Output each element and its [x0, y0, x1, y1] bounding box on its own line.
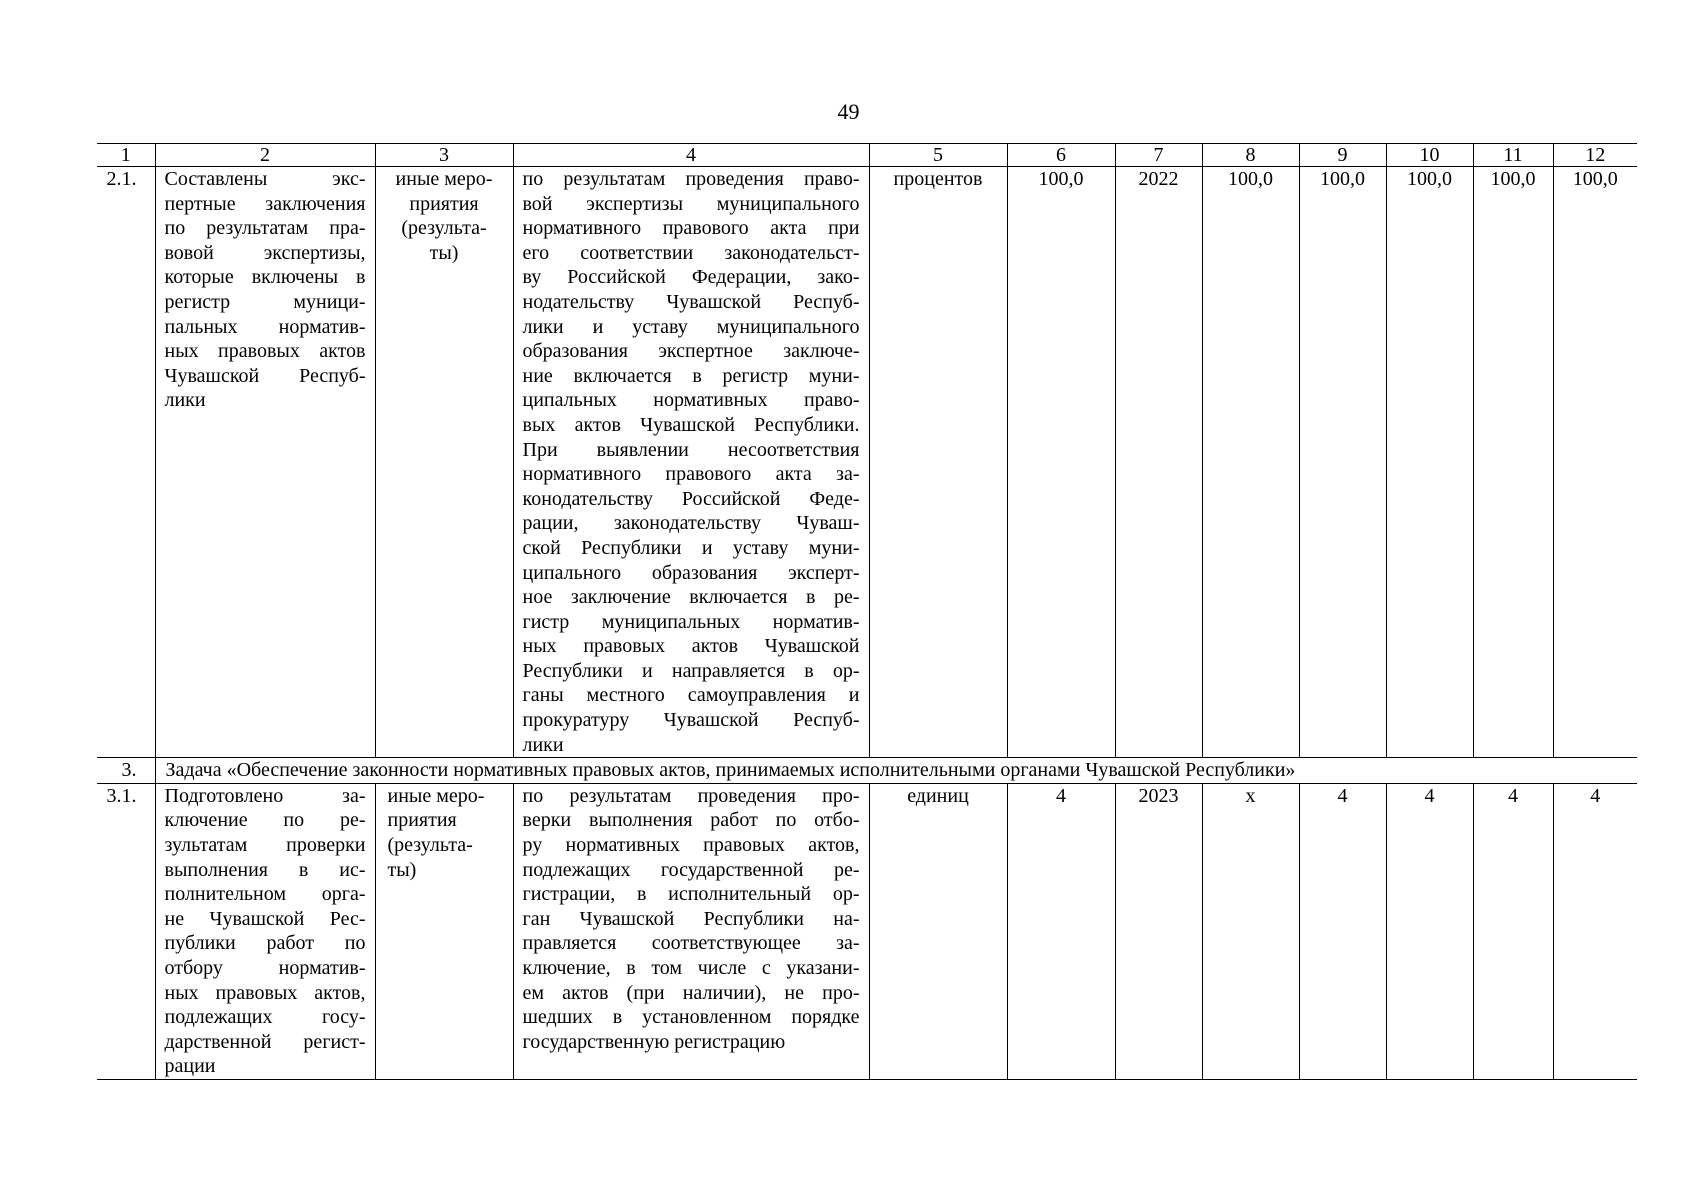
- base-year: 2022: [1115, 167, 1202, 758]
- text-line: по результатам проведения право-: [522, 168, 860, 190]
- text-line: При выявлении несоответствия: [522, 438, 860, 461]
- text-line: ципального образования эксперт-: [522, 561, 860, 584]
- text-line: рации, законодательству Чуваш-: [522, 512, 860, 535]
- text-line: прокуратуру Чувашской Респуб-: [522, 709, 860, 732]
- text-line: вовой экспертизы,: [164, 241, 366, 264]
- text-line: образования экспертное заключе-: [522, 340, 860, 363]
- text-line: шедших в установленном порядке: [522, 1006, 860, 1029]
- text-line: ципальных нормативных право-: [522, 389, 860, 412]
- text-line: отбору норматив-: [164, 957, 366, 979]
- text-line: приятия: [409, 192, 479, 215]
- value-cell: 100,0: [1386, 167, 1473, 758]
- text-line: по результатам пра-: [164, 217, 366, 240]
- text-line: пальных норматив-: [164, 315, 366, 338]
- text-line: ты): [387, 858, 417, 881]
- base-value: 100,0: [1007, 167, 1115, 758]
- text-line: Чувашской Респуб-: [164, 364, 366, 387]
- text-line: Подготовлено за-: [164, 784, 366, 807]
- text-line: ты): [429, 241, 459, 264]
- text-line: вой экспертизы муниципального: [522, 192, 860, 215]
- text-line: конодательству Российской Феде-: [522, 487, 860, 510]
- text-line: которые включены в: [164, 266, 366, 289]
- column-header: 11: [1473, 144, 1553, 167]
- text-line: регистр муници-: [164, 290, 366, 313]
- text-line: Республики и направляется в ор-: [522, 659, 860, 682]
- text-line: не Чувашской Рес-: [164, 907, 366, 930]
- text-line: вых актов Чувашской Республики.: [522, 413, 860, 436]
- text-line: полнительном орга-: [164, 883, 366, 906]
- text-line: государственную регистрацию: [522, 1030, 786, 1053]
- text-line: дарственной регист-: [164, 1030, 366, 1053]
- column-header: 5: [869, 144, 1007, 167]
- text-line: подлежащих государственной ре-: [522, 858, 860, 881]
- column-header: 8: [1202, 144, 1299, 167]
- text-line: (результа-: [401, 217, 487, 240]
- text-line: публики работ по: [164, 932, 366, 955]
- value-cell: 100,0: [1473, 167, 1553, 758]
- value-cell: 4: [1299, 783, 1386, 1079]
- text-line: иные меро-: [395, 168, 493, 190]
- column-header: 7: [1115, 144, 1202, 167]
- text-line: нормативного правового акта за-: [522, 463, 860, 486]
- text-line: рации: [164, 1055, 216, 1078]
- table-row: [97, 783, 1637, 1079]
- text-line: по результатам проведения про-: [522, 784, 860, 807]
- result-description: [513, 783, 869, 1079]
- column-number-row: [97, 144, 1637, 167]
- text-line: ской Республики и уставу муни-: [522, 536, 860, 559]
- text-line: лики и уставу муниципального: [522, 315, 860, 338]
- page-number: 49: [837, 99, 860, 124]
- row-number: 3.1.: [97, 783, 155, 1079]
- row-number: 2.1.: [97, 167, 155, 758]
- text-line: иные меро-: [387, 784, 485, 807]
- result-description: [513, 167, 869, 758]
- column-header: 3: [375, 144, 513, 167]
- text-line: ключение по ре-: [164, 809, 366, 832]
- text-line: верки выполнения работ по отбо-: [522, 809, 860, 832]
- text-line: правляется соответствующее за-: [522, 932, 860, 955]
- text-line: ву Российской Федерации, зако-: [522, 266, 860, 289]
- column-header: 2: [155, 144, 375, 167]
- text-line: зультатам проверки: [164, 834, 366, 857]
- text-line: его соответствии законодательст-: [522, 241, 860, 264]
- text-line: лики: [164, 389, 206, 412]
- column-header: 6: [1007, 144, 1115, 167]
- value-cell: 100,0: [1202, 167, 1299, 758]
- result-name: [155, 783, 375, 1079]
- base-value: 4: [1007, 783, 1115, 1079]
- text-line: ем актов (при наличии), не про-: [522, 981, 860, 1004]
- column-header: 12: [1553, 144, 1637, 167]
- text-line: пертные заключения: [164, 192, 366, 215]
- text-line: ных правовых актов Чувашской: [522, 635, 860, 658]
- text-line: выполнения в ис-: [164, 858, 366, 881]
- result-type: [375, 167, 513, 758]
- text-line: гистрации, в исполнительный ор-: [522, 883, 860, 906]
- column-header: 9: [1299, 144, 1386, 167]
- text-line: приятия: [387, 809, 457, 832]
- text-line: подлежащих госу-: [164, 1006, 366, 1029]
- column-header: 10: [1386, 144, 1473, 167]
- unit-of-measure: процентов: [869, 167, 1007, 758]
- task-row: [97, 758, 1637, 784]
- row-number: 3.: [97, 758, 155, 784]
- result-name: [155, 167, 375, 758]
- column-header: 4: [513, 144, 869, 167]
- text-line: ган Чувашской Республики на-: [522, 907, 860, 930]
- unit-of-measure: единиц: [869, 783, 1007, 1079]
- value-cell: 4: [1553, 783, 1637, 1079]
- text-line: ние включается в регистр муни-: [522, 364, 860, 387]
- task-title: Задача «Обеспечение законности нормативных правовых актов, принимаемых исполнительными органами Чувашской Республики»: [155, 758, 1637, 784]
- text-line: ных правовых актов,: [164, 981, 366, 1004]
- text-line: ное заключение включается в ре-: [522, 586, 860, 609]
- text-line: Составлены экс-: [164, 168, 366, 190]
- column-header: 1: [97, 144, 155, 167]
- value-cell: 100,0: [1553, 167, 1637, 758]
- value-cell: 4: [1386, 783, 1473, 1079]
- text-line: ных правовых актов: [164, 340, 366, 363]
- text-line: ганы местного самоуправления и: [522, 684, 860, 707]
- text-line: гистр муниципальных норматив-: [522, 610, 860, 633]
- table-row: [97, 167, 1637, 758]
- text-line: ру нормативных правовых актов,: [522, 834, 860, 857]
- text-line: нодательству Чувашской Респуб-: [522, 290, 860, 313]
- text-line: ключение, в том числе с указани-: [522, 957, 860, 979]
- value-cell: 100,0: [1299, 167, 1386, 758]
- indicators-table: [97, 143, 1637, 1080]
- text-line: (результа-: [387, 834, 473, 857]
- text-line: нормативного правового акта при: [522, 217, 860, 240]
- result-type: [375, 783, 513, 1079]
- value-cell: х: [1202, 783, 1299, 1079]
- text-line: лики: [522, 733, 564, 756]
- base-year: 2023: [1115, 783, 1202, 1079]
- value-cell: 4: [1473, 783, 1553, 1079]
